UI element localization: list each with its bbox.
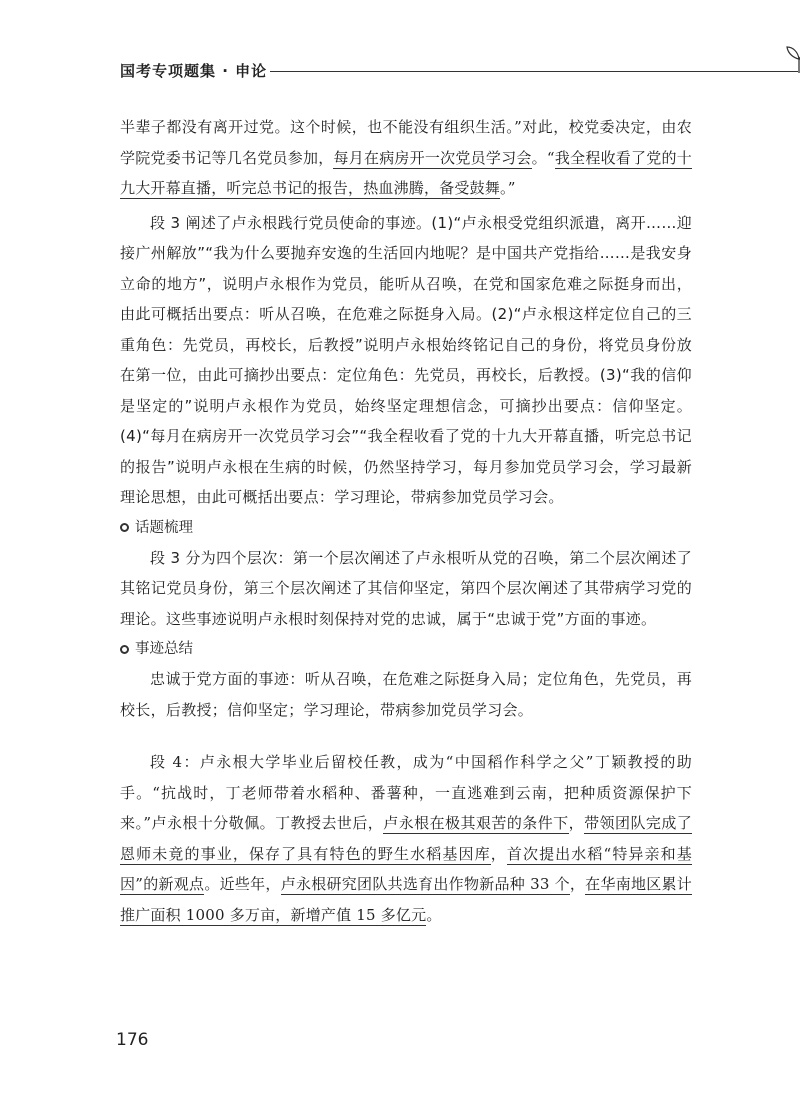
underlined-phrase: 首次提出水稻“特异亲和基因”的新观点 [120,844,692,893]
underlined-phrase: 卢永根研究团队共选育出作物新品种 33 个 [280,875,570,893]
header-rule [270,71,798,72]
intro-block [120,112,692,204]
sprout-icon [782,44,800,74]
summary-heading: 事迹总结 [120,634,692,664]
page-number: 176 [116,1030,149,1050]
summary-block [120,664,692,725]
page-content [120,112,692,930]
book-title: 国考专项题集 · 申论 [120,62,268,80]
bullet-icon [120,523,129,532]
bullet-icon [120,645,129,654]
topic-paragraph: 段 3 分为四个层次：第一个层次阐述了卢永根听从党的召唤，第二个层次阐述了其铭记党员身份，第三个层次阐述了其信仰坚定，第四个层次阐述了其带病学习党的理论。这些事迹说明卢永根时刻保持对党的忠诚，属于“忠诚于党”方面的事迹。 [120,548,692,628]
analysis-paragraph: 段 3 阐述了卢永根践行党员使命的事迹。(1)“卢永根受党组织派遣，离开……迎接广州解放”“我为什么要抛弃安逸的生活回内地呢？是中国共产党指给……是我安身立命的地方”，说明卢永根作为党员，能听从召唤，在党和国家危难之际挺身而出，由此可概括出要点：听从召唤，在危难之际挺身入局。(2)“卢永根这样定位自己的三重角色：先党员，再校长，后教授”说明卢永根始终铭记自己的身份，将党员身份放在第一位，由此可摘抄出要点：定位角色：先党员，再校长，后教授。(3)“我的信仰是坚定的”说明卢永根作为党员，始终坚定理想信念，可摘抄出要点：信仰坚定。(4)“每月在病房开一次党员学习会”“我全程收看了党的十九大开幕直播，听完总书记的报告”说明卢永根在生病的时候，仍然坚持学习，每月参加党员学习会，学习最新理论思想，由此可概括出要点：学习理论，带病参加党员学习会。 [120,213,692,506]
underlined-phrase: 每月在病房开一次党员学习会 [333,148,532,167]
underlined-phrase: 带领团队完成了恩师未竟的事业，保存了具有特色的野生水稻基因库 [120,814,692,863]
underlined-phrase: 我全程收看了党的十九大开幕直播，听完总书记的报告，热血沸腾，备受鼓舞 [120,148,692,197]
section4-block [120,747,692,930]
topic-block [120,543,692,635]
analysis-block [120,208,692,513]
summary-paragraph: 忠诚于党方面的事迹：听从召唤，在危难之际挺身入局；定位角色，先党员，再校长，后教授；信仰坚定；学习理论，带病参加党员学习会。 [120,670,692,719]
underlined-phrase: 卢永根在极其艰苦的条件下 [383,814,569,832]
page-header [120,60,695,84]
intro-paragraph: 半辈子都没有离开过党。这个时候，也不能没有组织生活。”对此，校党委决定，由农学院党委书记等几名党员参加，每月在病房开一次党员学习会。“我全程收看了党的十九大开幕直播，听完总书记的报告，热血沸腾，备受鼓舞。” [120,118,692,197]
underlined-phrase: 在华南地区累计推广面积 1000 多万亩，新增产值 15 多亿元 [120,875,693,924]
section4-paragraph: 段 4：卢永根大学毕业后留校任教，成为“中国稻作科学之父”丁颖教授的助手。“抗战时，丁老师带着水稻种、番薯种，一直逃难到云南，把种质资源保护下来。”卢永根十分敬佩。丁教授去世后，卢永根在极其艰苦的条件下，带领团队完成了恩师未竟的事业，保存了具有特色的野生水稻基因库，首次提出水稻“特异亲和基因”的新观点。近些年，卢永根研究团队共选育出作物新品种 33 个，在华南地区累计推广面积 1000 多万亩，新增产值 15 多亿元。 [120,753,693,924]
topic-heading: 话题梳理 [120,513,692,543]
